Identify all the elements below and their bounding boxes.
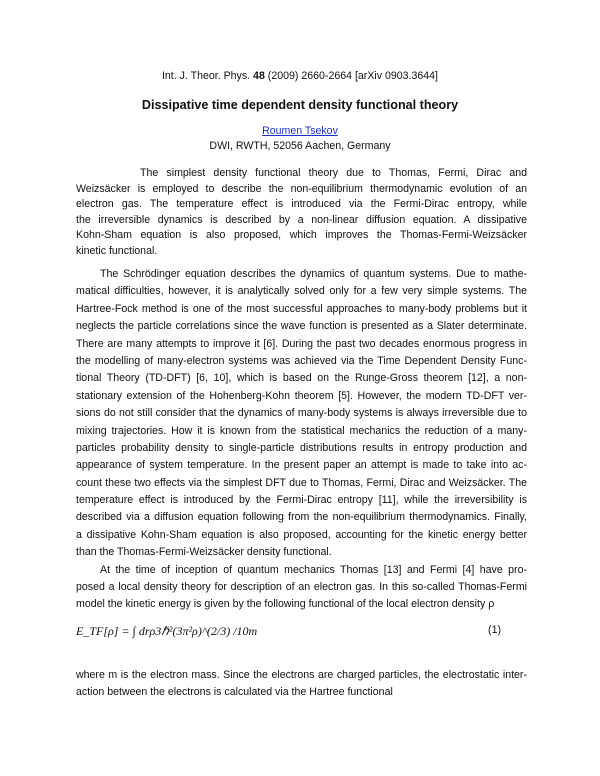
body-line: posed a local density theory for description of an electron gas. In this so-called Thomas-Fermi	[76, 581, 527, 594]
body-line: At the time of inception of quantum mechanics Thomas [13] and Fermi [4] have pro-	[100, 563, 527, 576]
body-line: matical difficulties, however, it is analytically solved only for a few very simple systems. The	[76, 285, 527, 298]
body-line: model the kinetic energy is given by the following functional of the local electron density ρ	[76, 598, 495, 611]
body-line: described via a diffusion equation following from the non-equilibrium thermodynamics. Finally,	[76, 511, 527, 524]
body-line: mixing trajectories. How it is known from the statistical mechanics the reduction of a many-	[76, 424, 527, 437]
body-line: neglects the particle correlations since the wave function is presented as a Slater determinate.	[76, 320, 527, 333]
body-line: the modelling of many-electron systems was achieved via the Time Dependent Density Func-	[76, 354, 527, 367]
body-line: stationary extension of the Hohenberg-Kohn theorem [5]. However, the modern TD-DFT ver-	[76, 389, 527, 402]
body-text	[76, 266, 527, 614]
author-line	[0, 125, 600, 138]
abstract-line: Weizsäcker is employed to describe the non-equilibrium thermodynamic evolution of an	[76, 182, 527, 195]
abstract-line: Kohn-Sham equation is also proposed, which improves the Thomas-Fermi-Weizsäcker	[76, 229, 527, 241]
body-line: than the Thomas-Fermi-Weizsäcker density functional.	[76, 546, 332, 559]
journal-ref-prefix: Int. J. Theor. Phys.	[161, 70, 254, 82]
affiliation: DWI, RWTH, 52056 Aachen, Germany	[209, 140, 391, 152]
body-line: temperature effect is introduced by the Fermi-Dirac entropy [11], while the irreversibility is	[76, 494, 527, 507]
body-line: count these two effects via the simplest DFT due to Thomas, Fermi, Dirac and Weizsäcker. The	[76, 476, 527, 489]
body-line: sions do not still consider that the dynamics of many-body systems is always irreversible due to	[76, 407, 527, 420]
journal-volume: 48	[253, 70, 265, 82]
abstract-line: The simplest density functional theory due to Thomas, Fermi, Dirac and	[140, 167, 527, 179]
abstract-line: the irreversible dynamics is described by a non-linear diffusion equation. A dissipative	[76, 213, 527, 226]
abstract-line: kinetic functional.	[76, 244, 158, 257]
body-line: action between the electrons is calculated via the Hartree functional	[76, 686, 393, 699]
journal-reference	[0, 70, 600, 83]
equation-number: (1)	[488, 624, 501, 636]
body-line: appearance of system temperature. In the present paper an attempt is made to take into ac-	[76, 459, 527, 472]
body-line: a dissipative Kohn-Sham equation is also proposed, accounting for the kinetic energy better	[76, 528, 527, 541]
abstract	[76, 166, 527, 259]
journal-ref-suffix: (2009) 2660-2664 [arXiv 0903.3644]	[264, 70, 439, 82]
body-text-continued	[76, 667, 527, 702]
author-link[interactable]: Roumen Tsekov	[262, 125, 338, 137]
paper-title: Dissipative time dependent density functional theory	[141, 98, 459, 112]
body-line: where m is the electron mass. Since the electrons are charged particles, the electrostatic inter-	[76, 669, 527, 681]
body-line: particles probability density to single-particle distributions results in entropy production and	[76, 441, 527, 454]
body-line: tional Theory (TD-DFT) [6, 10], which is based on the Runge-Gross theorem [12], a non-	[76, 372, 527, 385]
body-line: The Schrödinger equation describes the dynamics of quantum systems. Due to mathe-	[100, 268, 527, 280]
body-line: Hartree-Fock method is one of the most successful approaches to many-body problems but it	[76, 302, 527, 315]
equation-expression: E_TF[ρ] = ∫ drρ3ℏ²(3π²ρ)^(2/3) /10m	[76, 624, 258, 638]
abstract-line: electron gas. The temperature effect is introduced via the Fermi-Dirac entropy, while	[76, 198, 527, 210]
body-line: There are many attempts to improve it [6]. During the past two decades enormous progress in	[76, 337, 527, 350]
equation-1	[76, 624, 527, 644]
